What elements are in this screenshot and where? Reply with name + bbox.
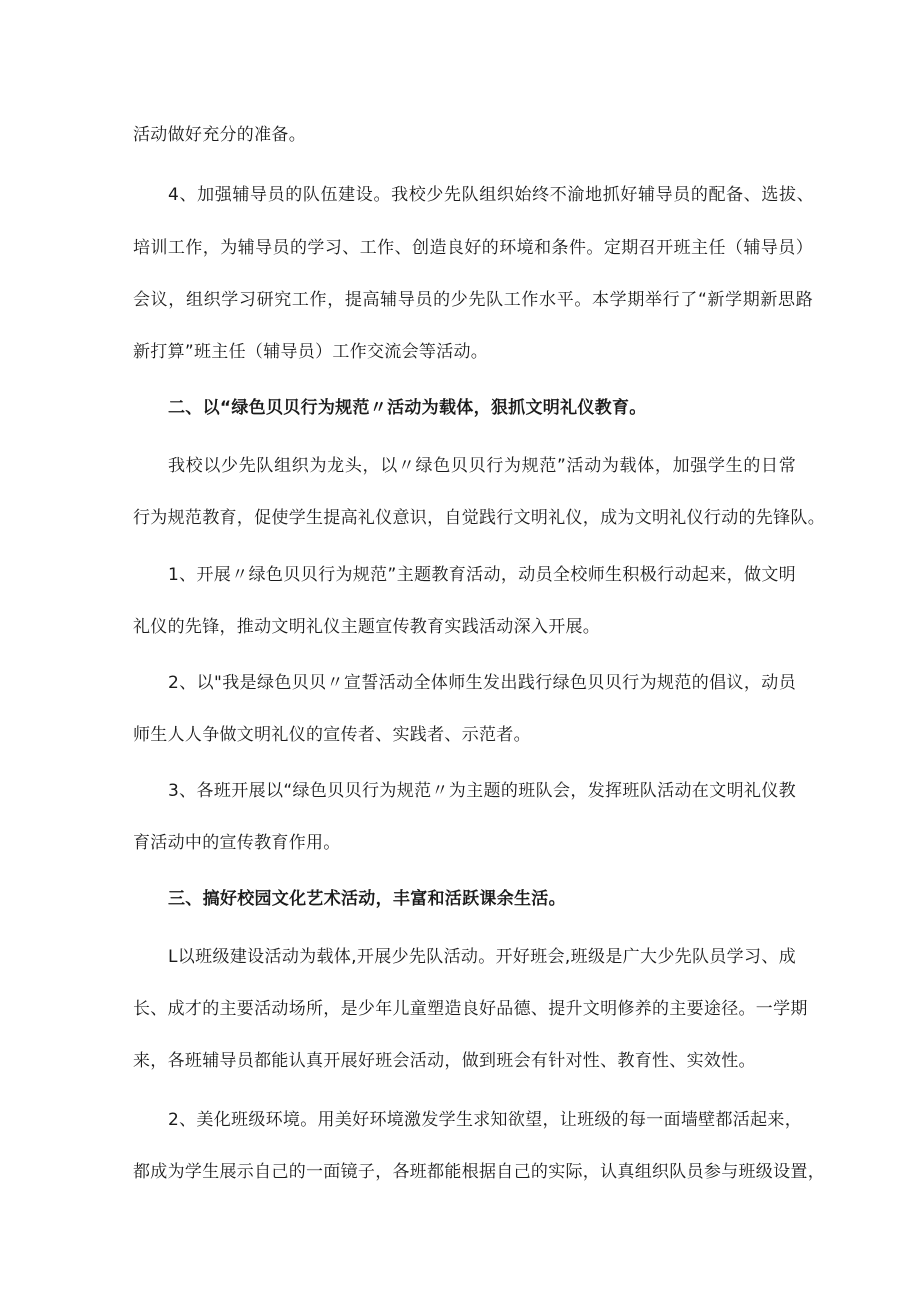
paragraph-line: 育活动中的宣传教育作用。 [133, 833, 341, 853]
paragraph-line: 1、开展〃绿色贝贝行为规范”主题教育活动，动员全校师生积极行动起来，做文明 [168, 565, 796, 585]
paragraph-line: L以班级建设活动为载体,开展少先队活动。开好班会,班级是广大少先队员学习、成 [168, 947, 796, 967]
paragraph-line: 长、成才的主要活动场所，是少年儿童塑造良好品德、提升文明修养的主要途径。一学期 [133, 999, 808, 1019]
paragraph-line: 3、各班开展以“绿色贝贝行为规范〃为主题的班队会，发挥班队活动在文明礼仪教 [168, 781, 796, 801]
paragraph-line: 我校以少先队组织为龙头，以〃绿色贝贝行为规范”活动为载体，加强学生的日常 [168, 456, 796, 476]
paragraph-line: 培训工作，为辅导员的学习、工作、创造良好的环境和条件。定期召开班主任（辅导员） [133, 238, 813, 258]
paragraph-line: 2、美化班级环境。用美好环境激发学生求知欲望，让班级的每一面墙壁都活起来， [168, 1110, 802, 1130]
paragraph-line: 4、加强辅导员的队伍建设。我校少先队组织始终不渝地抓好辅导员的配备、选拔、 [168, 185, 814, 205]
paragraph-line: 新打算”班主任（辅导员）工作交流会等活动。 [133, 342, 489, 362]
paragraph-line: 活动做好充分的准备。 [133, 125, 306, 145]
section-heading: 三、搞好校园文化艺术活动，丰富和活跃课余生活。 [168, 889, 566, 909]
paragraph-line: 行为规范教育，促使学生提高礼仪意识，自觉践行文明礼仪，成为文明礼仪行动的先锋队。 [133, 508, 825, 528]
section-heading: 二、以“绿色贝贝行为规范〃活动为载体，狠抓文明礼仪教育。 [168, 398, 647, 418]
paragraph-line: 来，各班辅导员都能认真开展好班会活动，做到班会有针对性、教育性、实效性。 [133, 1051, 756, 1071]
paragraph-line: 礼仪的先锋，推动文明礼仪主题宣传教育实践活动深入开展。 [133, 617, 601, 637]
paragraph-line: 都成为学生展示自己的一面镜子，各班都能根据自己的实际，认真组织队员参与班级设置， [133, 1162, 825, 1182]
paragraph-line: 会议，组织学习研究工作，提高辅导员的少先队工作水平。本学期举行了“新学期新思路 [133, 290, 813, 310]
paragraph-line: 师生人人争做文明礼仪的宣传者、实践者、示范者。 [133, 725, 531, 745]
paragraph-line: 2、以"我是绿色贝贝〃宣誓活动全体师生发出践行绿色贝贝行为规范的倡议，动员 [168, 673, 796, 693]
